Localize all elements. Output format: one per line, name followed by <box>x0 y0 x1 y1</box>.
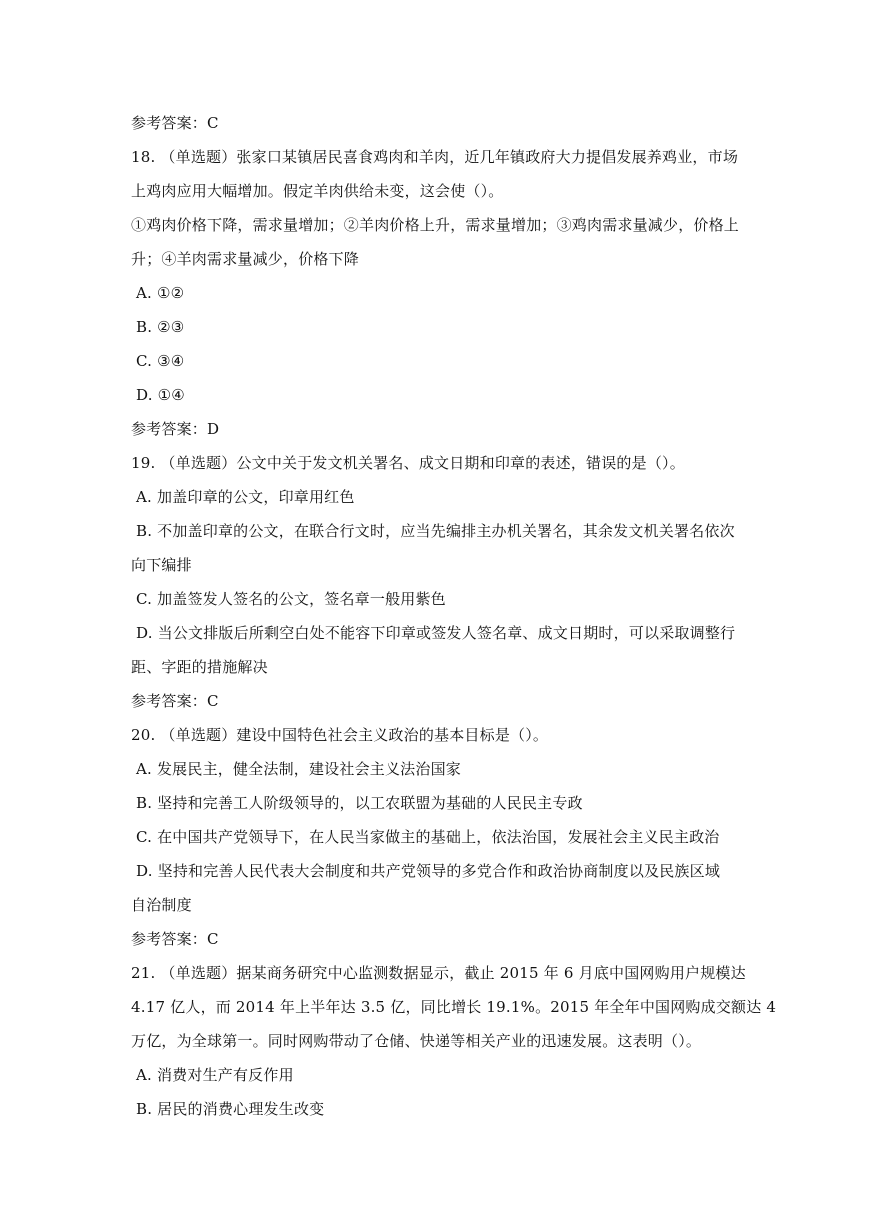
q18-option-b: B. ②③ <box>136 318 185 336</box>
q18-option-a: A. ①② <box>136 284 185 302</box>
answer-q17: 参考答案：C <box>131 114 219 132</box>
q19-option-d: D. 当公文排版后所剩空白处不能容下印章或签发人签名章、成文日期时，可以采取调整行 <box>136 624 736 642</box>
q20-option-a: A. 发展民主，健全法制，建设社会主义法治国家 <box>136 760 461 778</box>
question-21-text: 21. （单选题）据某商务研究中心监测数据显示，截止 2015 年 6 月底中国网购用户规模达 <box>131 964 746 982</box>
q20-option-b: B. 坚持和完善工人阶级领导的，以工农联盟为基础的人民民主专政 <box>136 794 583 812</box>
question-21-text-cont: 4.17 亿人，而 2014 年上半年达 3.5 亿，同比增长 19.1%。2015 年全年中国网购成交额达 4 <box>131 998 777 1016</box>
q20-option-d-cont: 自治制度 <box>131 896 192 914</box>
q19-option-b: B. 不加盖印章的公文，在联合行文时，应当先编排主办机关署名，其余发文机关署名依次 <box>136 522 735 540</box>
q18-option-d: D. ①④ <box>136 386 185 404</box>
question-18-statements: ①鸡肉价格下降，需求量增加；②羊肉价格上升，需求量增加；③鸡肉需求量减少，价格上 <box>131 216 740 234</box>
answer-q19: 参考答案：C <box>131 692 219 710</box>
question-19-text: 19. （单选题）公文中关于发文机关署名、成文日期和印章的表述，错误的是（）。 <box>131 454 685 472</box>
q19-option-b-cont: 向下编排 <box>131 556 192 574</box>
q19-option-a: A. 加盖印章的公文，印章用红色 <box>136 488 355 506</box>
q20-option-c: C. 在中国共产党领导下，在人民当家做主的基础上，依法治国，发展社会主义民主政治 <box>136 828 720 846</box>
question-18-text-cont: 上鸡肉应用大幅增加。假定羊肉供给未变，这会使（）。 <box>131 182 504 200</box>
q21-option-a: A. 消费对生产有反作用 <box>136 1066 294 1084</box>
question-18-text: 18. （单选题）张家口某镇居民喜食鸡肉和羊肉，近几年镇政府大力提倡发展养鸡业，市场 <box>131 148 739 166</box>
q18-option-c: C. ③④ <box>136 352 185 370</box>
q19-option-d-cont: 距、字距的措施解决 <box>131 658 268 676</box>
answer-q20: 参考答案：C <box>131 930 219 948</box>
answer-q18: 参考答案：D <box>131 420 220 438</box>
question-20-text: 20. （单选题）建设中国特色社会主义政治的基本目标是（）。 <box>131 726 549 744</box>
q20-option-d: D. 坚持和完善人民代表大会制度和共产党领导的多党合作和政治协商制度以及民族区域 <box>136 862 721 880</box>
q21-option-b: B. 居民的消费心理发生改变 <box>136 1100 325 1118</box>
question-21-text-cont2: 万亿，为全球第一。同时网购带动了仓储、快递等相关产业的迅速发展。这表明（）。 <box>131 1032 702 1050</box>
question-18-statements-cont: 升；④羊肉需求量减少，价格下降 <box>131 250 360 268</box>
q19-option-c: C. 加盖签发人签名的公文，签名章一般用紫色 <box>136 590 446 608</box>
